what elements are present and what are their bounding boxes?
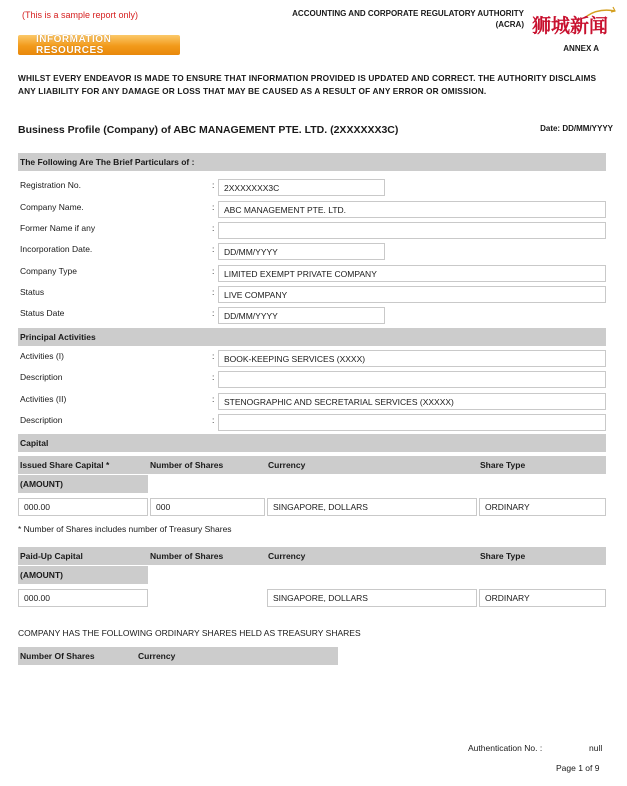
colon: :: [212, 372, 215, 382]
disclaimer-text: WHILST EVERY ENDEAVOR IS MADE TO ENSURE THAT INFORMATION PROVIDED IS UPDATED AND CORRECT. THE AUTHORITY DISCLAIMS ANY LIABILITY FOR ANY DAMAGE OR LOSS THAT MAY BE CAUSED AS A RESULT OF ANY ERROR OR OMISSION.: [18, 73, 597, 96]
authority-acronym: (ACRA): [495, 20, 524, 29]
paid-up-amount-value: 000.00: [18, 589, 148, 607]
colon: :: [212, 202, 215, 212]
capital-header: Capital: [18, 434, 606, 452]
company-name-label: Company Name.: [20, 202, 84, 212]
description-1-label: Description: [20, 372, 63, 382]
colon: :: [212, 415, 215, 425]
issued-shares-value: 000: [150, 498, 265, 516]
former-name-label: Former Name if any: [20, 223, 96, 233]
paid-up-share-type-header: Share Type: [478, 547, 606, 565]
issued-currency-value: SINGAPORE, DOLLARS: [267, 498, 477, 516]
colon: :: [212, 308, 215, 318]
svg-text:狮城新闻: 狮城新闻: [532, 15, 609, 37]
paid-up-currency-value: SINGAPORE, DOLLARS: [267, 589, 477, 607]
business-profile-title: Business Profile (Company) of ABC MANAGEMENT PTE. LTD. (2XXXXXX3C): [18, 124, 399, 136]
company-type-label: Company Type: [20, 266, 78, 276]
treasury-shares-heading: COMPANY HAS THE FOLLOWING ORDINARY SHARES HELD AS TREASURY SHARES: [18, 628, 361, 638]
former-name-field: [218, 222, 606, 239]
issued-share-type-header: Share Type: [478, 456, 606, 474]
colon: :: [212, 394, 215, 404]
annex-label: ANNEX A: [563, 44, 599, 53]
information-resources-banner: INFORMATION RESOURCES: [18, 35, 180, 55]
issued-share-type-value: ORDINARY: [479, 498, 606, 516]
treasury-shares-note: * Number of Shares includes number of Treasury Shares: [18, 524, 232, 534]
colon: :: [212, 351, 215, 361]
issued-currency-header: Currency: [266, 456, 478, 474]
issued-amount-value: 000.00: [18, 498, 148, 516]
activity-1-field: BOOK-KEEPING SERVICES (XXXX): [218, 350, 606, 367]
watermark-logo: [529, 6, 621, 42]
sample-report-note: (This is a sample report only): [22, 10, 139, 20]
colon: :: [212, 287, 215, 297]
issued-amount-subheader: (AMOUNT): [18, 475, 148, 493]
issued-shares-header: Number of Shares: [148, 456, 266, 474]
activity-1-label: Activities (I): [20, 351, 64, 361]
paid-up-shares-header: Number of Shares: [148, 547, 266, 565]
paid-up-currency-header: Currency: [266, 547, 478, 565]
description-1-field: [218, 371, 606, 388]
page-number: Page 1 of 9: [556, 763, 600, 773]
registration-label: Registration No.: [20, 180, 81, 190]
principal-activities-header: Principal Activities: [18, 328, 606, 346]
paid-up-capital-header: Paid-Up Capital: [18, 547, 148, 565]
activity-2-field: STENOGRAPHIC AND SECRETARIAL SERVICES (XXXXX): [218, 393, 606, 410]
registration-field: 2XXXXXXX3C: [218, 179, 385, 196]
paid-up-share-type-value: ORDINARY: [479, 589, 606, 607]
particulars-section-header: The Following Are The Brief Particulars of :: [18, 153, 606, 171]
colon: :: [212, 244, 215, 254]
authentication-value: null: [589, 743, 603, 753]
incorporation-date-field: DD/MM/YYYY: [218, 243, 385, 260]
incorporation-date-label: Incorporation Date.: [20, 244, 93, 254]
status-date-label: Status Date: [20, 308, 65, 318]
authority-name: ACCOUNTING AND CORPORATE REGULATORY AUTHORITY: [292, 9, 524, 18]
report-date: Date: DD/MM/YYYY: [540, 124, 613, 133]
treasury-currency-header: Currency: [136, 647, 338, 665]
company-type-field: LIMITED EXEMPT PRIVATE COMPANY: [218, 265, 606, 282]
treasury-number-header: Number Of Shares: [18, 647, 136, 665]
colon: :: [212, 180, 215, 190]
colon: :: [212, 266, 215, 276]
company-name-field: ABC MANAGEMENT PTE. LTD.: [218, 201, 606, 218]
status-label: Status: [20, 287, 45, 297]
description-2-label: Description: [20, 415, 63, 425]
description-2-field: [218, 414, 606, 431]
status-field: LIVE COMPANY: [218, 286, 606, 303]
paid-up-amount-subheader: (AMOUNT): [18, 566, 148, 584]
status-date-field: DD/MM/YYYY: [218, 307, 385, 324]
issued-capital-header: Issued Share Capital *: [18, 456, 148, 474]
activity-2-label: Activities (II): [20, 394, 67, 404]
authentication-label: Authentication No. :: [468, 743, 543, 753]
colon: :: [212, 223, 215, 233]
